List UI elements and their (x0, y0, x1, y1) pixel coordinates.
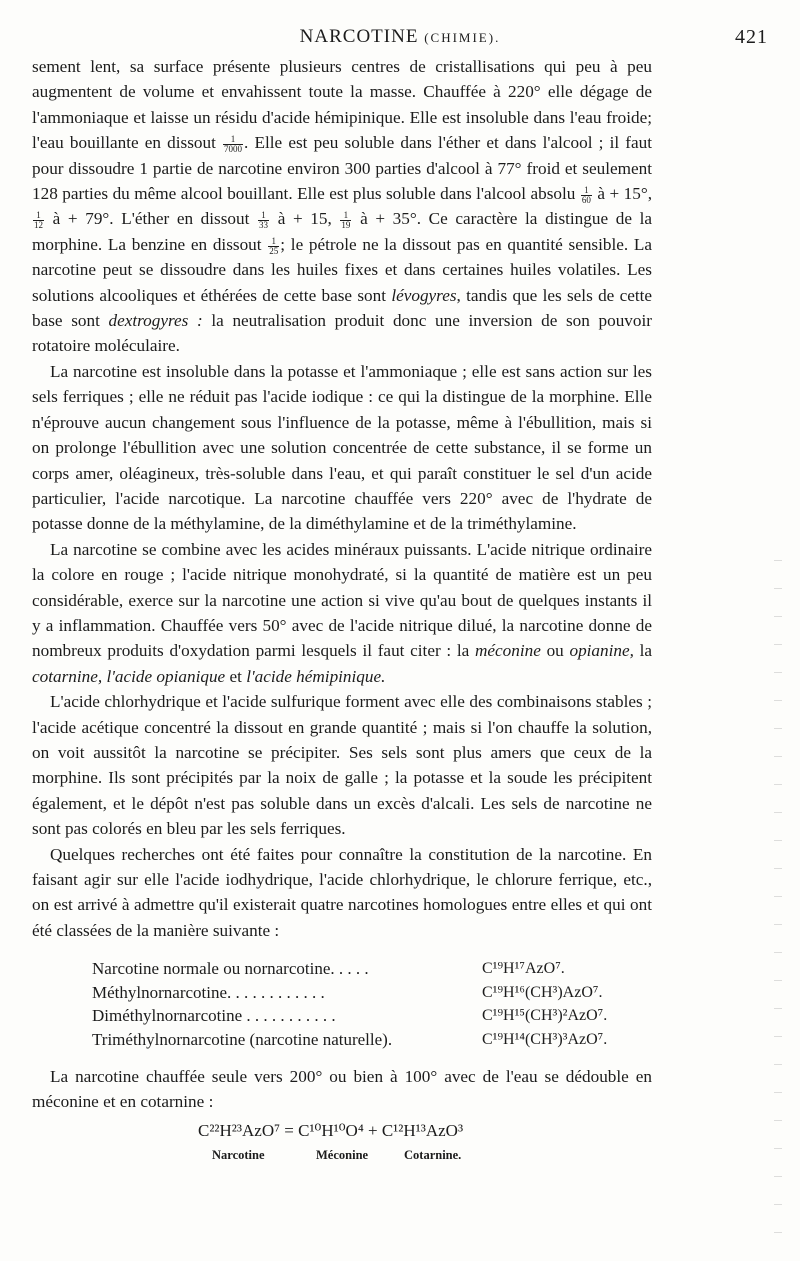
paragraph-6-block (32, 1064, 652, 1115)
homologues-table (92, 957, 612, 1051)
table-row (92, 1004, 612, 1028)
fraction-numerator: 1 (223, 135, 243, 145)
fraction (581, 186, 592, 205)
italic-term: dextrogyres : (108, 311, 203, 331)
compound-formula: C¹⁹H¹⁷AzO⁷. (482, 960, 565, 977)
italic-term: l'acide hémipinique. (246, 666, 386, 686)
body-text (32, 54, 652, 943)
text-run: à + 79°. L'éther en dissout (52, 209, 250, 229)
fraction (258, 211, 269, 230)
italic-term: l'acide opianique (106, 666, 226, 686)
fraction (223, 135, 243, 154)
text-run: ou (546, 641, 564, 661)
fraction-numerator: 1 (581, 186, 592, 196)
text-run: ; le pétrole ne la dissout pas en quantité sensible. La narcotine peut se dissoudre dans les huiles fixes et dans certaines huiles volatiles. Les solutions alcooliques et éthérées de cette base sont (32, 234, 653, 305)
italic-term: méconine (474, 641, 541, 661)
fraction-denominator: 33 (259, 220, 269, 231)
fraction-numerator: 1 (340, 211, 351, 221)
text-run: à + 35°. Ce caractère la distingue de la morphine. La benzine en dissout (32, 209, 652, 254)
text-run: sement lent, sa surface présente plusieurs centres de cristallisations qui peu à peu augmentent de volume et envahissent toute la masse. Chauffée à 220° elle dégage de l'ammoniaque et laisse un résidu d'acide hémipinique. Elle est insoluble dans l'eau froide; l'eau bouillante en dissout (32, 57, 652, 153)
paragraph-2: La narcotine est insoluble dans la potasse et l'ammoniaque ; elle est sans action sur les sels ferriques ; elle ne réduit pas l'acide iodique : ce qui la distingue de la morphine. Elle n'éprouve aucun changement sous l'influence de la potasse, même à l'ébullition, mais si on prolonge l'ébullition avec une solution concentrée de cette substance, il se forme un corps amer, oléagineux, très-soluble dans l'eau, et qui paraît constituer le sel d'un acide particulier, l'acide narcotique. La narcotine chauffée vers 220° avec de l'hydrate de potasse donne de la méthylamine, de la diméthylamine et de la triméthylamine. (32, 361, 652, 534)
scan-margin-marks (774, 560, 782, 1240)
fraction-denominator: 12 (34, 220, 43, 231)
paragraph-4: L'acide chlorhydrique et l'acide sulfurique forment avec elle des combinaisons stables ; l'acide acétique concentré la dissout en grande quantité ; mais si l'on chauffe la solution, on voit aussitôt la narcotine se précipiter. Ses sels sont plus amers que ceux de la morphine. Ils sont précipités par la noix de galle ; la potasse et la soude les précipitent également, et le dépôt n'est pas soluble dans un excès d'alcali. Les sels de narcotine ne sont pas colorés en bleu par les sels ferriques. (32, 692, 652, 839)
italic-term: opianine, (569, 641, 634, 661)
fraction-numerator: 1 (268, 237, 279, 247)
paragraph-6: La narcotine chauffée seule vers 200° ou bien à 100° avec de l'eau se dédouble en méconine et en cotarnine : (32, 1067, 652, 1112)
italic-term: cotarnine, (32, 666, 103, 686)
italic-term: lévogyres (391, 285, 457, 305)
compound-name: Narcotine normale ou nornarcotine. . . . . (92, 959, 369, 978)
table-row (92, 957, 612, 981)
text-run: la neutralisation produit donc une inversion de son pouvoir rotatoire moléculaire. (32, 311, 652, 356)
table-row (92, 1028, 612, 1052)
paragraph-1 (32, 54, 652, 359)
fraction (268, 237, 279, 256)
compound-formula: C¹⁹H¹⁶(CH³)AzO⁷. (482, 983, 603, 1001)
fraction (340, 211, 351, 230)
fraction-denominator: 25 (269, 245, 279, 256)
fraction-numerator: 1 (258, 211, 269, 221)
text-run: La narcotine se combine avec les acides minéraux puissants. L'acide nitrique ordinaire la colore en rouge ; l'acide nitrique monohydraté, si la quantité de matière est un peu considérable, exerce sur la narcotine une action si vive qu'au bout de quelques instants il y a inflammation. Chauffée vers 50° avec de l'acide nitrique dilué, la narcotine donne de nombreux produits d'oxydation parmi lesquels il faut citer : la (32, 539, 652, 661)
running-header (32, 26, 768, 52)
compound-name: Triméthylnornarcotine (narcotine naturelle). (92, 1029, 393, 1049)
header-subtitle: (CHIMIE). (424, 30, 501, 45)
compound-name: Méthylnornarcotine. . . . . . . . . . . . (92, 982, 325, 1002)
table-row (92, 981, 612, 1005)
text-run: . Elle est peu soluble dans l'éther et dans l'alcool ; il faut pour dissoudre 1 partie de narcotine environ 300 parties d'alcool à 77° froid et seulement 128 parties du même alcool bouillant. Elle est plus soluble dans l'alcool absolu (32, 133, 653, 204)
text-run: à + 15, (277, 209, 332, 229)
paragraph-3 (32, 537, 652, 689)
equation-label-cotarnine: Cotarnine. (404, 1148, 462, 1162)
fraction-denominator: 19 (341, 220, 351, 231)
compound-name: Diméthylnornarcotine . . . . . . . . . . . (92, 1006, 336, 1025)
equation-labels (212, 1148, 472, 1166)
compound-formula: C¹⁹H¹⁵(CH³)²AzO⁷. (482, 1007, 608, 1024)
fraction-denominator: 60 (581, 195, 591, 206)
header-title (32, 26, 768, 48)
text-run: , tandis que les sels de cette base sont (32, 285, 653, 331)
compound-formula: C¹⁹H¹⁴(CH³)³AzO⁷. (482, 1030, 608, 1048)
equation-label-meconine: Méconine (316, 1148, 369, 1162)
header-title-text: NARCOTINE (299, 26, 419, 47)
paragraph-5: Quelques recherches ont été faites pour connaître la constitution de la narcotine. En faisant agir sur elle l'acide iodhydrique, l'acide chlorhydrique, le chlorure ferrique, etc., on est arrivé à admettre qu'il existerait quatre narcotines homologues entre elles et qui ont été classées de la manière suivante : (32, 844, 652, 940)
page-number: 421 (735, 26, 768, 48)
text-run: la (639, 641, 653, 661)
equation-label-narcotine: Narcotine (212, 1148, 265, 1162)
text-run: à + 15°, (597, 184, 653, 204)
chemical-equation: C²²H²³AzO⁷ = C¹⁰H¹⁰O⁴ + C¹²H¹³AzO³ (198, 1121, 464, 1140)
fraction (33, 211, 44, 230)
fraction-denominator: 7000 (224, 144, 243, 155)
text-run: et (229, 666, 242, 686)
fraction-numerator: 1 (33, 211, 44, 221)
